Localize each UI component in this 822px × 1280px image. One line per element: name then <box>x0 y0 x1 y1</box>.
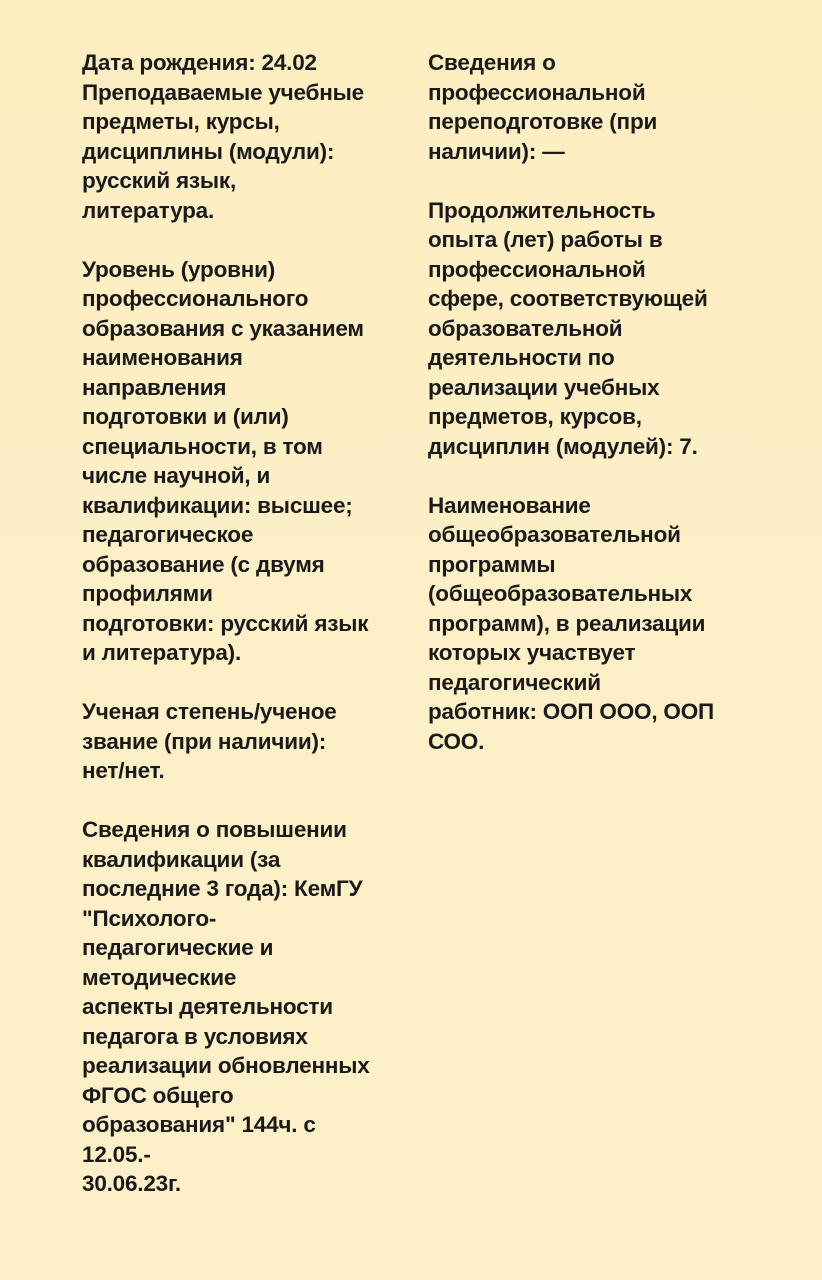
text-line: Преподаваемые учебные <box>82 79 364 105</box>
academic-degree <box>82 697 414 786</box>
left-column <box>82 48 414 1228</box>
text-line: нет/нет. <box>82 758 165 783</box>
text-line: наличии): — <box>428 138 565 164</box>
text-line: Сведения о повышении <box>82 817 347 842</box>
text-line: образовательной <box>428 315 623 341</box>
text-line: предметов, курсов, <box>428 404 642 429</box>
text-line: подготовки: русский язык <box>82 610 369 636</box>
text-line: реализации учебных <box>428 374 660 400</box>
text-line: дисциплины (модули): <box>82 138 335 164</box>
text-line: 30.06.23г. <box>82 1171 181 1196</box>
text-line: русский язык, <box>82 168 237 193</box>
professional-retraining <box>428 48 758 166</box>
text-line: 12.05.- <box>82 1141 151 1167</box>
text-line: образование (с двумя <box>82 551 325 577</box>
text-line: деятельности по <box>428 345 615 370</box>
text-line: педагогические и <box>82 935 274 960</box>
text-line: предметы, курсы, <box>82 109 280 134</box>
text-line: Сведения о <box>428 50 556 75</box>
education-level <box>82 255 414 668</box>
text-line: Ученая степень/ученое <box>82 699 337 724</box>
work-experience <box>428 196 758 462</box>
text-line: профессионального <box>82 286 309 311</box>
text-line: звание (при наличии): <box>82 728 327 754</box>
text-line: педагога в условиях <box>82 1023 308 1049</box>
text-line: дисциплин (модулей): 7. <box>428 433 698 459</box>
text-line: опыта (лет) работы в <box>428 227 663 252</box>
text-line: образования с указанием <box>82 315 364 341</box>
text-line: программ), в реализации <box>428 610 706 636</box>
text-line: Дата рождения: 24.02 <box>82 50 317 75</box>
text-line: общеобразовательной <box>428 522 681 547</box>
text-line: сфере, соответствующей <box>428 286 708 311</box>
text-line: профилями <box>82 581 213 606</box>
text-line: ФГОС общего <box>82 1082 234 1108</box>
text-line: образования" 144ч. с <box>82 1112 316 1137</box>
text-line: педагогическое <box>82 522 254 547</box>
text-line: последние 3 года): КемГУ <box>82 876 363 901</box>
text-line: Уровень (уровни) <box>82 256 276 282</box>
text-line: работник: ООП ООО, ООП <box>428 699 714 724</box>
text-line: СОО. <box>428 728 485 754</box>
text-line: методические <box>82 964 237 990</box>
text-line: квалификации (за <box>82 846 281 872</box>
text-line: Продолжительность <box>428 197 656 223</box>
text-line: специальности, в том <box>82 433 323 459</box>
text-line: профессиональной <box>428 256 646 282</box>
text-line: подготовки и (или) <box>82 404 289 429</box>
text-line: профессиональной <box>428 79 646 105</box>
text-line: числе научной, и <box>82 463 271 488</box>
text-line: литература. <box>82 197 215 223</box>
text-line: программы <box>428 551 556 577</box>
birth-date-and-subjects <box>82 48 414 225</box>
text-line: (общеобразовательных <box>428 581 693 606</box>
text-line: "Психолого- <box>82 905 217 931</box>
text-line: педагогический <box>428 669 601 695</box>
text-line: и литература). <box>82 640 241 665</box>
text-line: наименования <box>82 345 243 370</box>
text-line: аспекты деятельности <box>82 994 333 1019</box>
text-line: направления <box>82 374 227 400</box>
text-line: реализации обновленных <box>82 1053 370 1078</box>
qualification-upgrade <box>82 815 414 1199</box>
text-line: переподготовке (при <box>428 109 658 134</box>
text-line: квалификации: высшее; <box>82 492 353 518</box>
text-line: Наименование <box>428 492 591 518</box>
right-column <box>428 48 758 786</box>
text-line: которых участвует <box>428 640 636 665</box>
educational-program <box>428 491 758 757</box>
